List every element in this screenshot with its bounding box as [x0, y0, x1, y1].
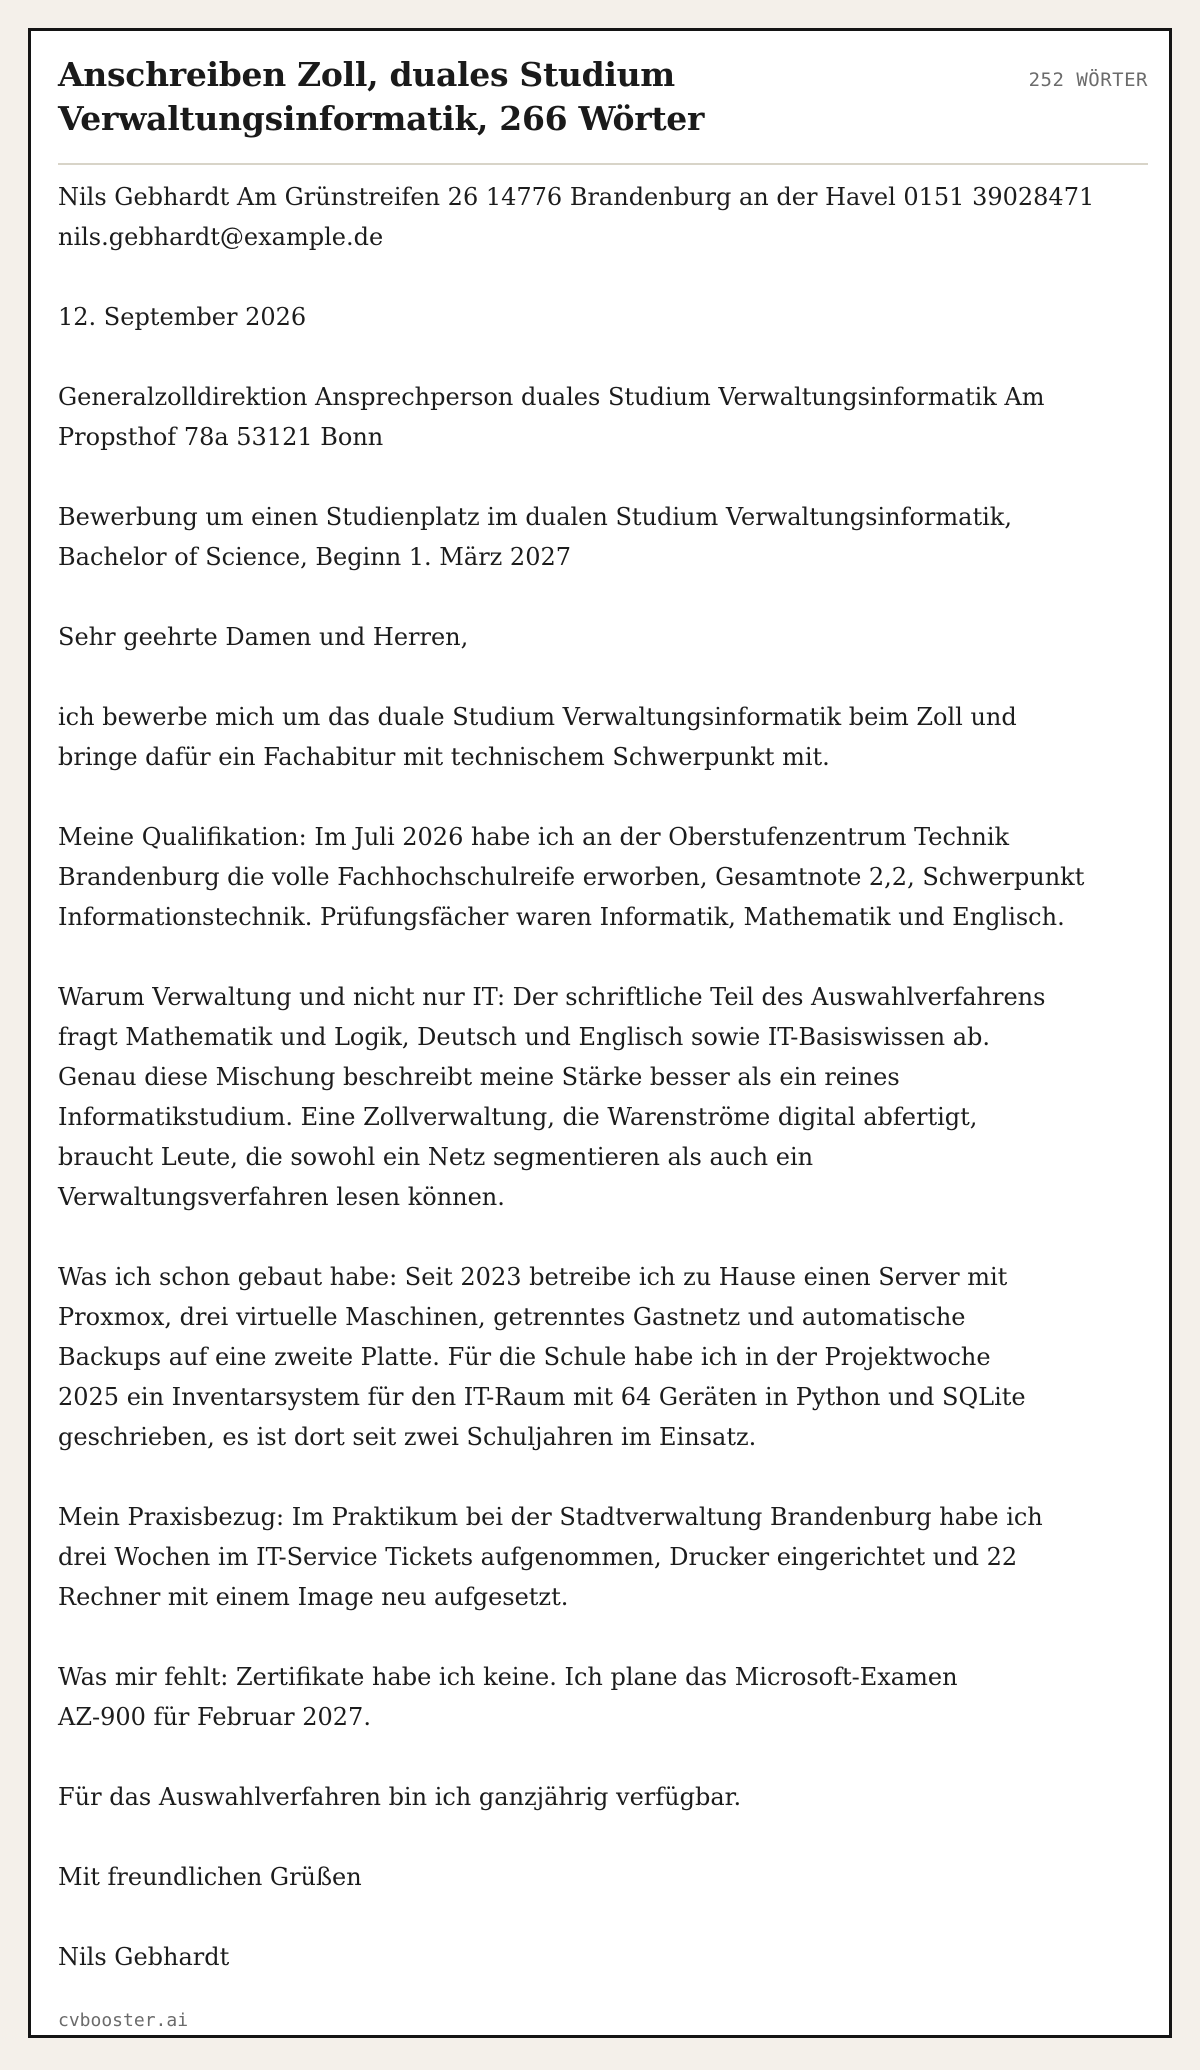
document-title: Anschreiben Zoll, duales Studium Verwaltungsinformatik, 266 Wörter: [58, 55, 705, 138]
document-header: [58, 53, 1148, 165]
salutation: Sehr geehrte Damen und Herren,: [58, 623, 469, 651]
word-count-badge: 252 WÖRTER: [1028, 69, 1148, 91]
signature-name: Nils Gebhardt: [58, 1943, 230, 1971]
closing-phrase: Mit freundlichen Grüßen: [58, 1863, 362, 1891]
paragraph-qualification: Meine Qualifikation: Im Juli 2026 habe ich an der Oberstufenzentrum Technik Brandenburg die volle Fachhochschulreife erworben, Gesamtnote 2,2, Schwerpunkt Informationstechnik. Prüfungsfächer waren Informatik, Mathematik und Englisch.: [58, 823, 1085, 931]
paragraph-projects: Was ich schon gebaut habe: Seit 2023 betreibe ich zu Hause einen Server mit Proxmox, drei virtuelle Maschinen, getrenntes Gastnetz und automatische Backups auf eine zweite Platte. Für die Schule habe ich in der Projektwoche 2025 ein Inventarsystem für den IT-Raum mit 64 Geräten in Python und SQLite geschrieben, es ist dort seit zwei Schuljahren im Einsatz.: [58, 1263, 1026, 1451]
paragraph-gaps: Was mir fehlt: Zertifikate habe ich keine. Ich plane das Microsoft-Examen AZ-900 für Februar 2027.: [58, 1663, 958, 1731]
letter-page: [28, 28, 1172, 2038]
paragraph-intro: ich bewerbe mich um das duale Studium Verwaltungsinformatik beim Zoll und bringe dafür ein Fachabitur mit technischem Schwerpunkt mit.: [58, 703, 1017, 771]
letter-subject: Bewerbung um einen Studienplatz im dualen Studium Verwaltungsinformatik, Bachelor of Science, Beginn 1. März 2027: [58, 503, 1012, 571]
paragraph-practice: Mein Praxisbezug: Im Praktikum bei der Stadtverwaltung Brandenburg habe ich drei Wochen im IT-Service Tickets aufgenommen, Drucker eingerichtet und 22 Rechner mit einem Image neu aufgesetzt.: [58, 1503, 1043, 1611]
paragraph-availability: Für das Auswahlverfahren bin ich ganzjährig verfügbar.: [58, 1783, 742, 1811]
letter-body: [58, 177, 1148, 1977]
recipient-address: Generalzolldirektion Ansprechperson duales Studium Verwaltungsinformatik Am Propsthof 78a 53121 Bonn: [58, 383, 1045, 451]
letter-date: 12. September 2026: [58, 303, 307, 331]
brand-watermark: cvbooster.ai: [58, 2010, 189, 2031]
sender-address: Nils Gebhardt Am Grünstreifen 26 14776 Brandenburg an der Havel 0151 39028471 nils.gebhardt@example.de: [58, 183, 1095, 251]
paragraph-motivation: Warum Verwaltung und nicht nur IT: Der schriftliche Teil des Auswahlverfahrens fragt Mathematik und Logik, Deutsch und Englisch sowie IT-Basiswissen ab. Genau diese Mischung beschreibt meine Stärke besser als ein reines Informatikstudium. Eine Zollverwaltung, die Warenströme digital abfertigt, braucht Leute, die sowohl ein Netz segmentieren als auch ein Verwaltungsverfahren lesen können.: [58, 983, 1046, 1211]
